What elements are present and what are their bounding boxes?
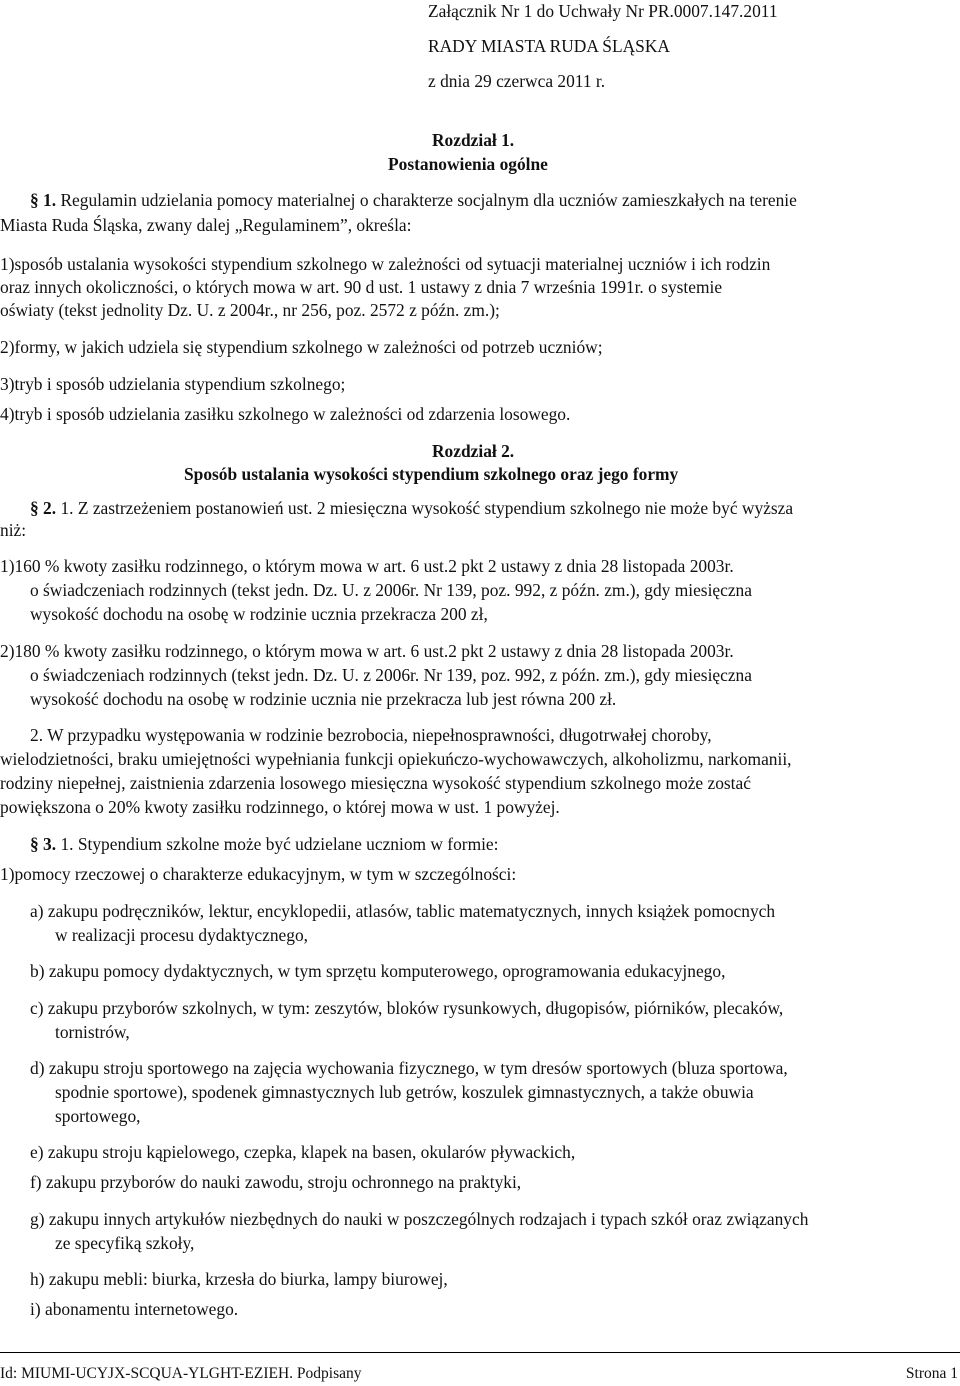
list-item-f: f) zakupu przyborów do nauki zawodu, stroju ochronnego na praktyki, [30,1172,522,1192]
list-item-e: e) zakupu stroju kąpielowego, czepka, klapek na basen, okularów pływackich, [30,1142,576,1162]
paragraph-2-item-1-line-1: 1)160 % kwoty zasiłku rodzinnego, o którym mowa w art. 6 ust.2 pkt 2 ustawy z dnia 28 listopada 2003r. [0,556,734,576]
footer-divider [0,1352,960,1353]
paragraph-3-intro: § 3. 1. Stypendium szkolne może być udzielane uczniom w formie: [30,834,499,854]
paragraph-1-item-3: 3)tryb i sposób udzielania stypendium szkolnego; [0,374,346,394]
paragraph-2-item-1-line-3: wysokość dochodu na osobę w rodzinie ucznia przekracza 200 zł, [30,604,488,624]
list-item-g-line-1: g) zakupu innych artykułów niezbędnych do nauki w poszczególnych rodzajach i typach szkół oraz związanych [30,1209,809,1229]
paragraph-2-ust-2-line-2: wielodzietności, braku umiejętności wypełniania funkcji opiekuńczo-wychowawczych, alkoholizmu, narkomanii, [0,749,792,769]
footer-page-number: Strona 1 [905,1365,958,1382]
list-item-a-line-1: a) zakupu podręczników, lektur, encyklopedii, atlasów, tablic matematycznych, innych książek pomocnych [30,901,776,921]
footer-document-id: Id: MIUMI-UCYJX-SCQUA-YLGHT-EZIEH. Podpisany [0,1365,362,1382]
paragraph-1-item-2: 2)formy, w jakich udziela się stypendium szkolnego w zależności od potrzeb uczniów; [0,337,603,357]
paragraph-1-item-1-line-3: oświaty (tekst jednolity Dz. U. z 2004r., nr 256, poz. 2572 z późn. zm.); [0,300,500,320]
chapter-2-number: Rozdział 2. [432,441,515,461]
chapter-2-title: Sposób ustalania wysokości stypendium szkolnego oraz jego formy [184,464,679,484]
chapter-1-title: Postanowienia ogólne [388,154,548,174]
paragraph-3-item-1: 1)pomocy rzeczowej o charakterze edukacyjnym, w tym w szczególności: [0,864,517,884]
paragraph-2-ust-2-line-3: rodziny niepełnej, zaistnienia zdarzenia losowego miesięczna wysokość stypendium szkolnego może zostać [0,773,751,793]
paragraph-2-ust-2-line-1: 2. W przypadku występowania w rodzinie bezrobocia, niepełnosprawności, długotrwałej choroby, [30,725,712,745]
paragraph-1-number: § 1. [30,190,57,210]
list-item-b: b) zakupu pomocy dydaktycznych, w tym sprzętu komputerowego, oprogramowania edukacyjnego, [30,961,726,981]
resolution-date: z dnia 29 czerwca 2011 r. [428,71,606,91]
paragraph-1-item-4: 4)tryb i sposób udzielania zasiłku szkolnego w zależności od zdarzenia losowego. [0,404,571,424]
paragraph-3-number: § 3. [30,834,57,854]
paragraph-2-ust-2-line-4: powiększona o 20% kwoty zasiłku rodzinnego, o której mowa w ust. 1 powyżej. [0,797,560,817]
list-item-g-line-2: ze specyfiką szkoły, [55,1233,195,1253]
paragraph-1-intro-line-2: Miasta Ruda Śląska, zwany dalej „Regulaminem”, określa: [0,215,412,235]
paragraph-2-item-2-line-3: wysokość dochodu na osobę w rodzinie ucznia nie przekracza lub jest równa 200 zł. [30,689,617,709]
paragraph-1-item-1-line-1: 1)sposób ustalania wysokości stypendium szkolnego w zależności od sytuacji materialnej uczniów i ich rodzin [0,254,771,274]
list-item-a-line-2: w realizacji procesu dydaktycznego, [55,925,309,945]
list-item-d-line-1: d) zakupu stroju sportowego na zajęcia wychowania fizycznego, w tym dresów sportowych (bluza sportowa, [30,1058,788,1078]
list-item-i: i) abonamentu internetowego. [30,1299,239,1319]
paragraph-2-item-2-line-1: 2)180 % kwoty zasiłku rodzinnego, o którym mowa w art. 6 ust.2 pkt 2 ustawy z dnia 28 listopada 2003r. [0,641,734,661]
paragraph-2-item-2-line-2: o świadczeniach rodzinnych (tekst jedn. Dz. U. z 2006r. Nr 139, poz. 992, z późn. zm.), gdy miesięczna [30,665,752,685]
paragraph-1-item-1-line-2: oraz innych okoliczności, o których mowa w art. 90 d ust. 1 ustawy z dnia 7 września 1991r. o systemie [0,277,723,297]
paragraph-2-number: § 2. [30,498,57,518]
list-item-c-line-2: tornistrów, [55,1022,130,1042]
attachment-title: Załącznik Nr 1 do Uchwały Nr PR.0007.147.2011 [428,1,778,21]
chapter-1-number: Rozdział 1. [432,130,515,150]
list-item-c-line-1: c) zakupu przyborów szkolnych, w tym: zeszytów, bloków rysunkowych, długopisów, piórników, plecaków, [30,998,784,1018]
council-name: RADY MIASTA RUDA ŚLĄSKA [428,36,670,56]
list-item-d-line-2: spodnie sportowe), spodenek gimnastycznych lub getrów, koszulek gimnastycznych, a także obuwia [55,1082,754,1102]
paragraph-2-item-1-line-2: o świadczeniach rodzinnych (tekst jedn. Dz. U. z 2006r. Nr 139, poz. 992, z późn. zm.), gdy miesięczna [30,580,752,600]
list-item-d-line-3: sportowego, [55,1106,141,1126]
paragraph-2-intro-line-1: § 2. 1. Z zastrzeżeniem postanowień ust. 2 miesięczna wysokość stypendium szkolnego nie może być wyższa [30,498,794,518]
paragraph-2-intro-line-2: niż: [0,520,27,540]
paragraph-1-intro-line-1: § 1. Regulamin udzielania pomocy materialnej o charakterze socjalnym dla uczniów zamieszkałych na terenie [30,190,797,210]
list-item-h: h) zakupu mebli: biurka, krzesła do biurka, lampy biurowej, [30,1269,448,1289]
